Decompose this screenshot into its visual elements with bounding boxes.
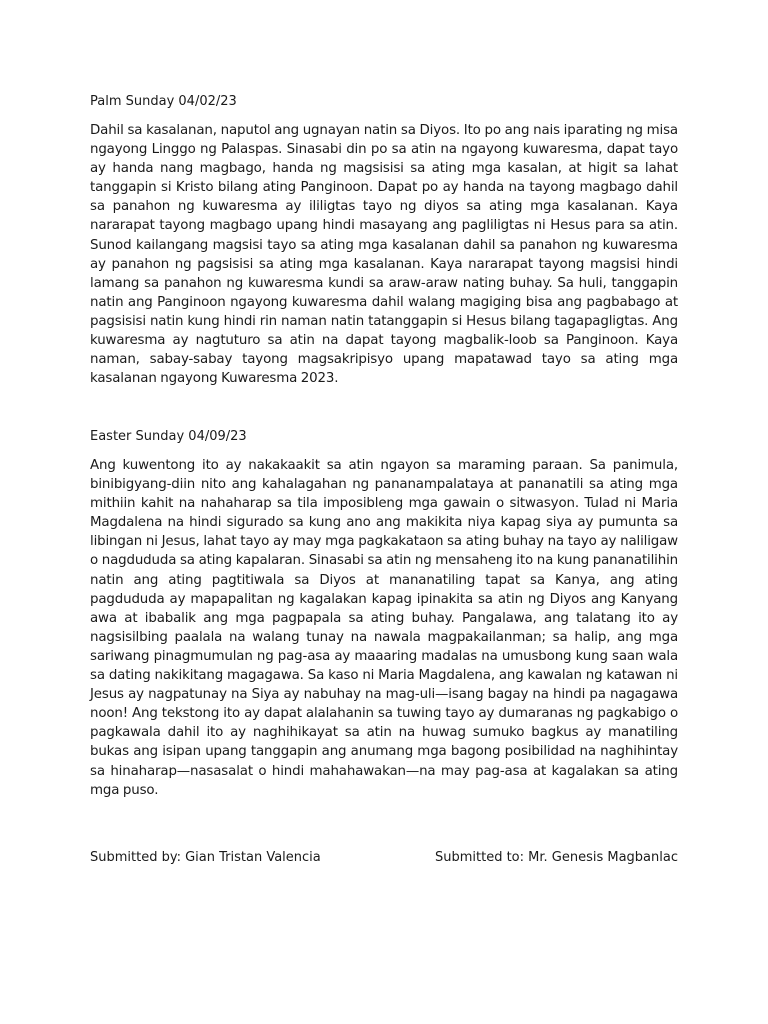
- submission-footer: [90, 848, 678, 867]
- submitted-to: Submitted to: Mr. Genesis Magbanlac: [434, 850, 678, 865]
- submitted-by: Submitted by: Gian Tristan Valencia: [90, 850, 321, 865]
- section-body-easter-sunday: Ang kuwentong ito ay nakakaakit sa atin ngayon sa maraming paraan. Sa panimula, binibigyang-diin nito ang kahalagahan ng pananampalataya at pananatili sa ating mga mithiin kahit na nahaharap sa tila imposibleng mga gawain o sitwasyon. Tulad ni Maria Magdalena na hindi sigurado sa kung ano ang makikita niya kapag siya ay pumunta sa libingan ni Jesus, lahat tayo ay may mga pagkakataon sa ating buhay na tayo ay naliligaw o nagdududa sa ating kapalaran. Sinasabi sa atin ng mensaheng ito na kung pananatilihin natin ang ating pagtitiwala sa Diyos at mananatiling tapat sa Kanya, ang ating pagdududa ay mapapalitan ng kagalakan kapag ipinakita sa atin ng Diyos ang Kanyang awa at ibabalik ang mga pagpapala sa ating buhay. Pangalawa, ang talatang ito ay nagsisilbing paalala na walang tunay na nawala magpakailanman; sa halip, ang mga sariwang pinagmumulan ng pag-asa ay maaaring madalas na umusbong kung saan wala sa dating nakikitang magagawa. Sa kaso ni Maria Magdalena, ang kawalan ng katawan ni Jesus ay nagpatunay na Siya ay nabuhay na mag-uli—isang bagay na hindi pa nagagawa noon! Ang tekstong ito ay dapat alalahanin sa tuwing tayo ay dumaranas ng pagkabigo o pagkawala dahil ito ay naghihikayat sa atin na huwag sumuko bagkus ay manatiling bukas ang isipan upang tanggapin ang anumang mga bagong posibilidad na naghihintay sa hinaharap—nasasalat o hindi mahahawakan—na may pag-asa at kagalakan sa ating mga puso.: [90, 458, 678, 798]
- section-heading-easter-sunday: Easter Sunday 04/09/23: [90, 429, 247, 444]
- section-heading-palm-sunday: Palm Sunday 04/02/23: [90, 94, 237, 109]
- document-page: [90, 0, 678, 1024]
- section-body-palm-sunday: Dahil sa kasalanan, naputol ang ugnayan natin sa Diyos. Ito po ang nais iparating ng misa ngayong Linggo ng Palaspas. Sinasabi din po sa atin na ngayong kuwaresma, dapat tayo ay handa nang magbago, handa ng magsisisi sa ating mga kasalan, at higit sa lahat tanggapin si Kristo bilang ating Panginoon. Dapat po ay handa na tayong magbago dahil sa panahon ng kuwaresma ay ililigtas tayo ng diyos sa ating mga kasalanan. Kaya nararapat tayong magbago upang hindi masayang ang pagliligtas ni Hesus para sa atin. Sunod kailangang magsisi tayo sa ating mga kasalanan dahil sa panahon ng kuwaresma ay panahon ng pagsisisi sa ating mga kasalanan. Kaya nararapat tayong magsisi hindi lamang sa panahon ng kuwaresma kundi sa araw-araw nating buhay. Sa huli, tanggapin natin ang Panginoon ngayong kuwaresma dahil walang magiging bisa ang pagbabago at pagsisisi natin kung hindi rin naman natin tatanggapin si Hesus bilang tagapagligtas. Ang kuwaresma ay nagtuturo sa atin na dapat tayong magbalik-loob sa Panginoon. Kaya naman, sabay-sabay tayong magsakripisyo upang mapatawad tayo sa ating mga kasalanan ngayong Kuwaresma 2023.: [90, 123, 678, 387]
